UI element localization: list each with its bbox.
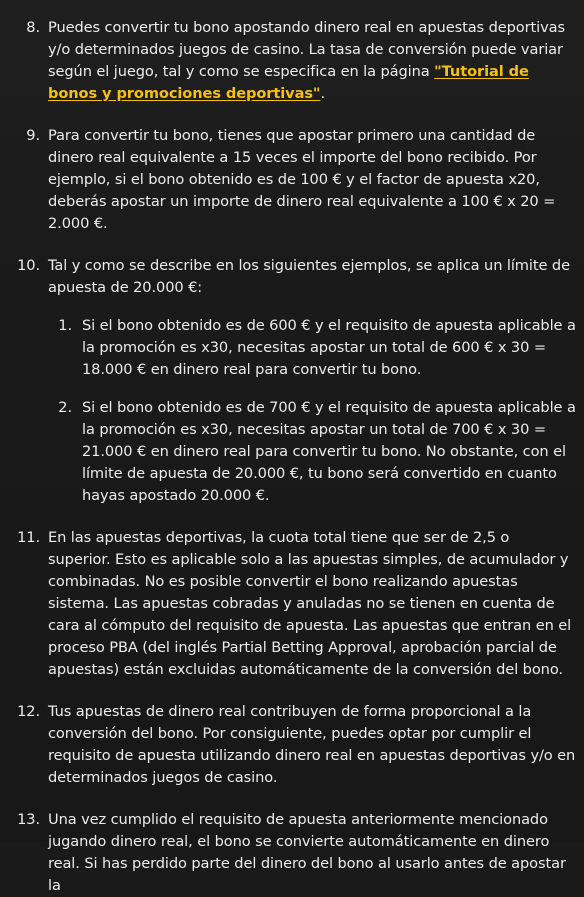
- term-text: En las apuestas deportivas, la cuota total tiene que ser de 2,5 o superior. Esto es aplicable solo a las apuestas simples, de acumulador y combinadas. No es posible convertir el bono realizando apuestas sistema. Las apuestas cobradas y anuladas no se tienen en cuenta de cara al cómputo del requisito de apuesta. Las apuestas que entran en el proceso PBA (del inglés Partial Betting Approval, aprobación parcial de apuestas) están excluidas automáticamente de la conversión del bono.: [48, 529, 572, 678]
- example-item-2: [48, 397, 576, 507]
- term-item-10: [0, 255, 576, 507]
- term-item-11: [0, 527, 576, 681]
- example-number: 1.: [58, 317, 72, 334]
- term-text: Para convertir tu bono, tienes que apostar primero una cantidad de dinero real equivalente a 15 veces el importe del bono recibido. Por ejemplo, si el bono obtenido es de 100 € y el factor de apuesta x20, deberás apostar un importe de dinero real equivalente a 100 € x 20 = 2.000 €.: [48, 127, 556, 232]
- term-text: Tus apuestas de dinero real contribuyen de forma proporcional a la conversión del bono. Por consiguiente, puedes optar por cumplir el requisito de apuesta utilizando dinero real en apuestas deportivas y/o en determinados juegos de casino.: [48, 703, 576, 786]
- example-text: Si el bono obtenido es de 600 € y el requisito de apuesta aplicable a la promoción es x30, necesitas apostar un total de 600 € x 30 = 18.000 € en dinero real para convertir tu bono.: [82, 317, 576, 378]
- term-number: 12.: [17, 703, 40, 720]
- term-text: Puedes convertir tu bono apostando dinero real en apuestas deportivas y/o determinados juegos de casino. La tasa de conversión puede variar según el juego, tal y como se especifica en la página: [48, 19, 565, 80]
- term-number: 10.: [17, 257, 40, 274]
- term-text-end: .: [320, 85, 325, 102]
- example-number: 2.: [58, 399, 72, 416]
- term-item-12: [0, 701, 576, 789]
- bonus-tutorial-link[interactable]: "Tutorial de bonos y promociones deportivas": [48, 63, 529, 102]
- term-text: Una vez cumplido el requisito de apuesta anteriormente mencionado jugando dinero real, el bono se convierte automáticamente en dinero real. Si has perdido parte del dinero del bono al usarlo antes de apostar la: [48, 811, 566, 894]
- example-text: Si el bono obtenido es de 700 € y el requisito de apuesta aplicable a la promoción es x30, necesitas apostar un total de 700 € x 30 = 21.000 € en dinero real para convertir tu bono. No obstante, con el límite de apuesta de 20.000 €, tu bono será convertido en cuanto hayas apostado 20.000 €.: [82, 399, 576, 504]
- example-item-1: [48, 315, 576, 381]
- term-item-9: [0, 125, 576, 235]
- term-number: 13.: [17, 811, 40, 828]
- term-number: 9.: [26, 127, 40, 144]
- term-number: 11.: [17, 529, 40, 546]
- term-item-8: [0, 17, 576, 105]
- term-item-13: [0, 809, 576, 897]
- term-number: 8.: [26, 19, 40, 36]
- term-text: Tal y como se describe en los siguientes ejemplos, se aplica un límite de apuesta de 20.000 €:: [48, 257, 570, 296]
- example-list: [48, 315, 576, 507]
